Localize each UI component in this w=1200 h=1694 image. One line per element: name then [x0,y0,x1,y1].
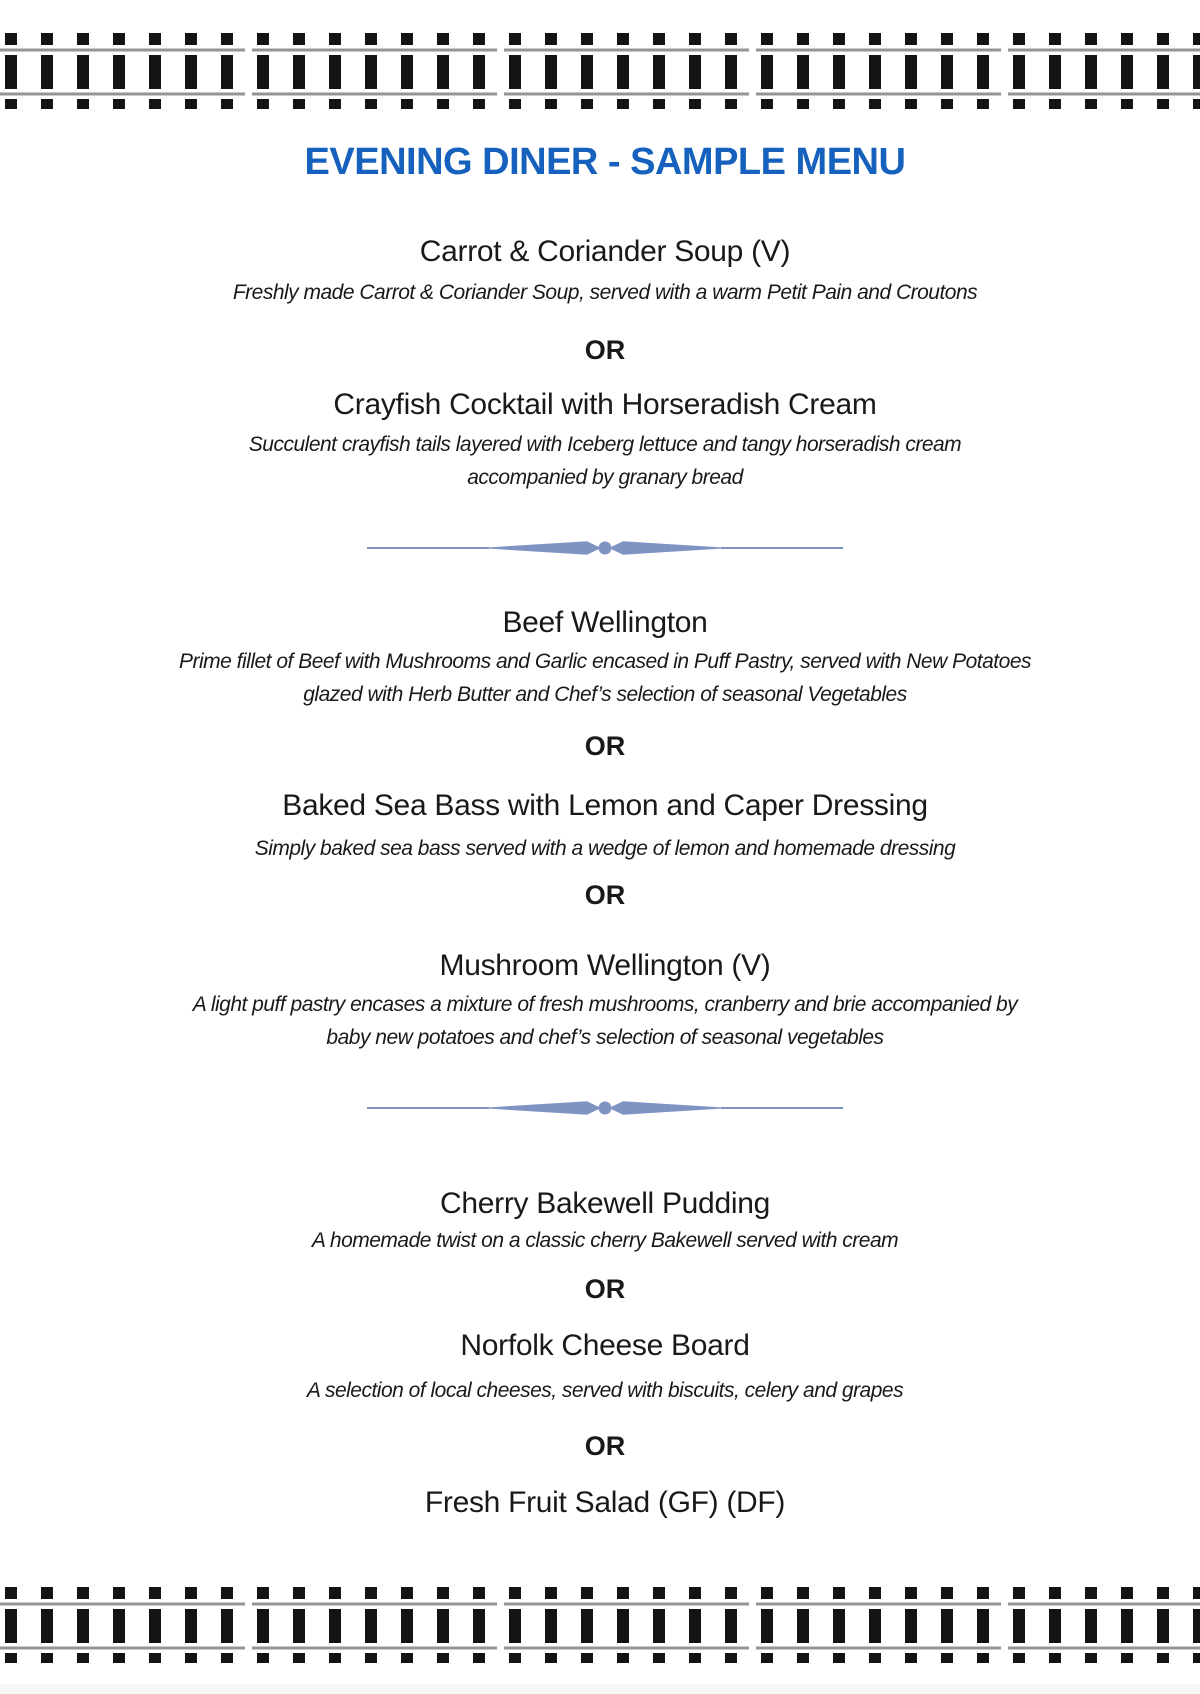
description-line: glazed with Herb Butter and Chef’s selection of seasonal Vegetables [303,683,907,706]
menu-item-description [10,276,1200,309]
railway-track-segment [504,1587,749,1663]
menu-item-description [10,645,1200,711]
railway-track-segment [756,1587,1001,1663]
menu-item-description [10,988,1200,1054]
menu-item-name: Crayfish Cocktail with Horseradish Cream [333,388,877,421]
description-line: Prime fillet of Beef with Mushrooms and Garlic encased in Puff Pastry, served with New Potatoes [179,650,1031,673]
or-separator: OR [584,335,626,365]
page-title: EVENING DINER - SAMPLE MENU [304,141,906,183]
menu-item-description [10,832,1200,865]
or-separator: OR [584,1274,626,1304]
menu-item-name: Mushroom Wellington (V) [439,949,771,982]
description-line: A homemade twist on a classic cherry Bakewell served with cream [311,1229,899,1252]
menu-item-name: Cherry Bakewell Pudding [440,1187,770,1220]
section-divider-ornament [10,1098,1200,1118]
description-line: Freshly made Carrot & Coriander Soup, served with a warm Petit Pain and Croutons [232,281,978,304]
description-line: A light puff pastry encases a mixture of fresh mushrooms, cranberry and brie accompanied by [192,993,1018,1016]
or-separator: OR [584,731,626,761]
section-divider-ornament [10,538,1200,558]
menu-item-name: Baked Sea Bass with Lemon and Caper Dressing [282,789,928,822]
or-separator: OR [584,1431,626,1461]
railway-track-segment [1008,1587,1200,1663]
or-separator: OR [584,880,626,910]
page-edge-shadow [0,1684,1200,1694]
menu-item-description [10,1224,1200,1257]
menu-item-name: Carrot & Coriander Soup (V) [419,235,791,268]
menu-item-name: Beef Wellington [502,606,708,639]
menu-item-name: Fresh Fruit Salad (GF) (DF) [424,1486,786,1519]
menu-item-description [10,1374,1200,1407]
description-line: A selection of local cheeses, served with biscuits, celery and grapes [306,1379,904,1402]
description-line: baby new potatoes and chef’s selection of seasonal vegetables [326,1026,884,1049]
description-line: Simply baked sea bass served with a wedge of lemon and homemade dressing [254,837,956,860]
railway-track-segment [0,1587,245,1663]
description-line: accompanied by granary bread [467,466,743,489]
menu-item-name: Norfolk Cheese Board [460,1329,750,1362]
description-line: Succulent crayfish tails layered with Iceberg lettuce and tangy horseradish cream [248,433,962,456]
railway-track-border-bottom-image [0,1587,1200,1663]
menu-item-description [10,428,1200,494]
railway-track-segment [252,1587,497,1663]
